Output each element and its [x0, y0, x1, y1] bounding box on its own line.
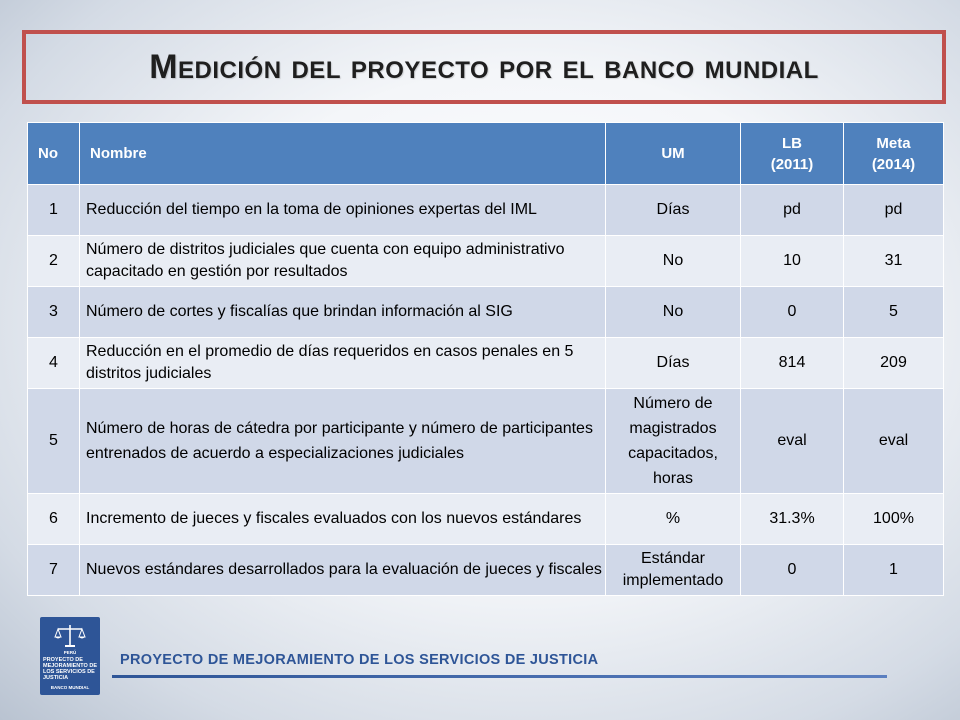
row-no: 2	[28, 236, 80, 287]
row-meta: pd	[844, 185, 944, 236]
table-row	[28, 494, 944, 545]
project-logo	[40, 617, 100, 695]
header-lb-line1: LB	[782, 134, 802, 152]
row-um: Estándar implementado	[606, 545, 741, 596]
row-no: 5	[28, 389, 80, 494]
table-row	[28, 389, 944, 494]
header-meta-line2: (2014)	[871, 155, 916, 173]
row-no: 4	[28, 338, 80, 389]
row-meta: eval	[844, 389, 944, 494]
row-nombre: Número de distritos judiciales que cuenta con equipo administrativo capacitado en gestión por resultados	[80, 236, 606, 287]
footer-divider	[112, 675, 887, 678]
row-meta: 100%	[844, 494, 944, 545]
footer-project-name: PROYECTO DE MEJORAMIENTO DE LOS SERVICIOS DE JUSTICIA	[120, 652, 599, 668]
table-row	[28, 236, 944, 287]
row-lb: eval	[741, 389, 844, 494]
logo-top-label: PERÚ	[63, 650, 77, 655]
row-lb: 0	[741, 545, 844, 596]
row-no: 1	[28, 185, 80, 236]
header-meta	[844, 123, 944, 185]
row-um: Número de magistrados capacitados, horas	[606, 389, 741, 494]
table-row	[28, 185, 944, 236]
row-lb: 814	[741, 338, 844, 389]
row-nombre: Reducción del tiempo en la toma de opiniones expertas del IML	[80, 185, 606, 236]
row-lb: 10	[741, 236, 844, 287]
row-nombre: Incremento de jueces y fiscales evaluados con los nuevos estándares	[80, 494, 606, 545]
row-lb: 0	[741, 287, 844, 338]
row-meta: 31	[844, 236, 944, 287]
row-nombre: Número de horas de cátedra por participante y número de participantes entrenados de acuerdo a especializaciones judiciales	[80, 389, 606, 494]
logo-text: PROYECTO DE MEJORAMIENTO DE LOS SERVICIOS DE JUSTICIA	[43, 657, 97, 681]
logo-sub: BANCO MUNDIAL	[50, 685, 90, 690]
scales-of-justice-icon	[54, 623, 86, 649]
row-no: 6	[28, 494, 80, 545]
row-nombre: Reducción en el promedio de días requeridos en casos penales en 5 distritos judiciales	[80, 338, 606, 389]
row-meta: 1	[844, 545, 944, 596]
row-meta: 5	[844, 287, 944, 338]
row-nombre: Número de cortes y fiscalías que brindan información al SIG	[80, 287, 606, 338]
header-um: UM	[606, 123, 741, 185]
table-row	[28, 338, 944, 389]
row-no: 7	[28, 545, 80, 596]
header-lb-line2: (2011)	[770, 155, 814, 173]
header-no: No	[28, 123, 80, 185]
row-lb: 31.3%	[741, 494, 844, 545]
table-row	[28, 287, 944, 338]
row-um: Días	[606, 338, 741, 389]
row-um: No	[606, 236, 741, 287]
title-box	[22, 30, 946, 104]
row-no: 3	[28, 287, 80, 338]
indicators-table	[27, 122, 944, 596]
row-meta: 209	[844, 338, 944, 389]
row-um: %	[606, 494, 741, 545]
table-row	[28, 545, 944, 596]
row-um: Días	[606, 185, 741, 236]
header-meta-line1: Meta	[876, 134, 911, 152]
table-header-row	[28, 123, 944, 185]
row-um: No	[606, 287, 741, 338]
row-lb: pd	[741, 185, 844, 236]
header-nombre: Nombre	[80, 123, 606, 185]
slide-title: Medición del proyecto por el banco mundial	[149, 47, 819, 86]
row-nombre: Nuevos estándares desarrollados para la evaluación de jueces y fiscales	[80, 545, 606, 596]
header-lb	[741, 123, 844, 185]
